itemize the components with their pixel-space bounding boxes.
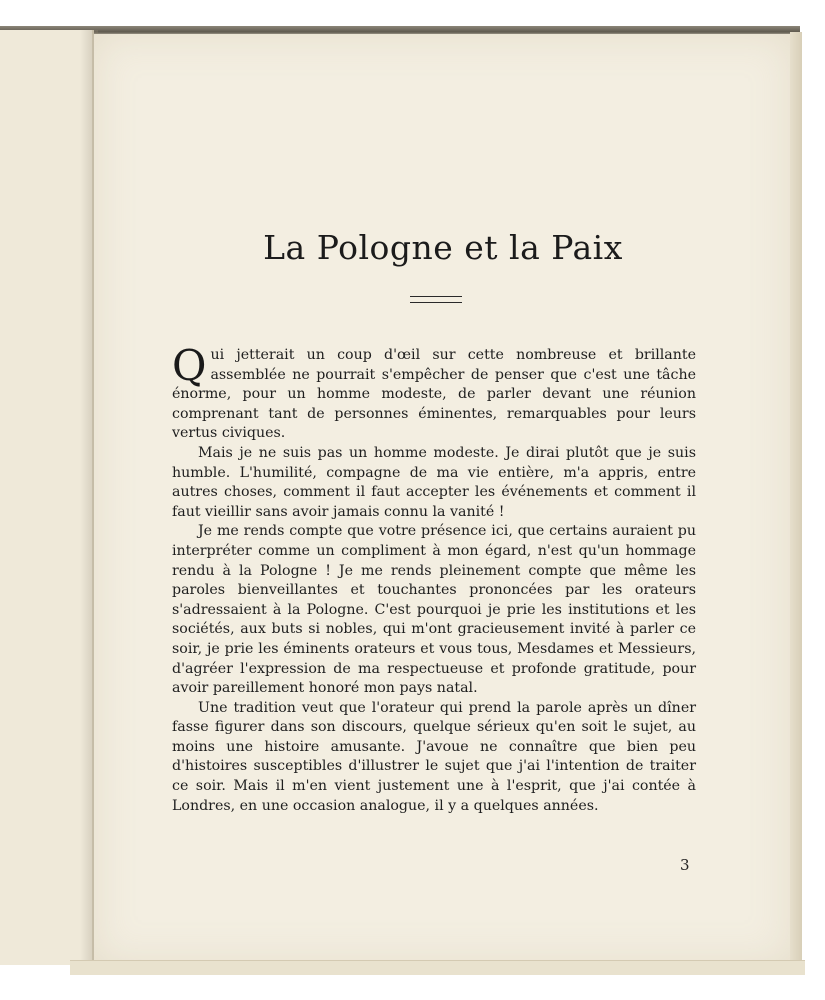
paragraph-1 [172,341,696,444]
title-ornament-rule [410,296,462,303]
paragraph-4: Une tradition veut que l'orateur qui prend la parole après un dîner fasse figurer dans son discours, quelque sérieux qu'en soit le sujet, au moins une histoire amusante. J'avoue ne connaître que bien peu d'histoires susceptibles d'illustrer le sujet que j'ai l'intention de traiter ce soir. Mais il m'en vient justement une à l'esprit, que j'ai contée à Londres, en une occasion analogue, il y a quelques années. [172,699,696,814]
paragraph-2: Mais je ne suis pas un homme modeste. Je dirai plutôt que je suis humble. L'humilité, compagne de ma vie entière, m'a appris, entre autres choses, comment il faut accepter les événements et comment il faut vieillir sans avoir jamais connu la vanité ! [172,444,696,520]
page-title: La Pologne et la Paix [263,228,623,267]
page-number: 3 [680,856,690,874]
drop-cap: Q [172,341,207,390]
paragraph-3: Je me rends compte que votre présence ici, que certains auraient pu interpréter comme un compliment à mon égard, n'est qu'un hommage rendu à la Pologne ! Je me rends pleinement compte que même les paroles bienveillantes et touchantes prononcées par les orateurs s'adressaient à la Pologne. C'est pourquoi je prie les institutions et les sociétés, aux buts si nobles, qui m'ont gracieusement invité à parler ce soir, je prie les éminents orateurs et vous tous, Mesdames et Messieurs, d'agréer l'expression de ma respectueuse et profonde gratitude, pour avoir pareillement honoré mon pays natal. [172,523,696,697]
bottom-page-edge [70,960,805,975]
right-page-edge [790,32,802,968]
body-text [172,341,696,816]
paragraph-1-text: ui jetterait un coup d'œil sur cette nombreuse et brillante assemblée ne pourrait s'empêcher de penser que c'est une tâche énorme, pour un homme modeste, de parler devant une réunion comprenant tant de personnes éminentes, remarquables pour leurs vertus civiques. [172,347,696,442]
